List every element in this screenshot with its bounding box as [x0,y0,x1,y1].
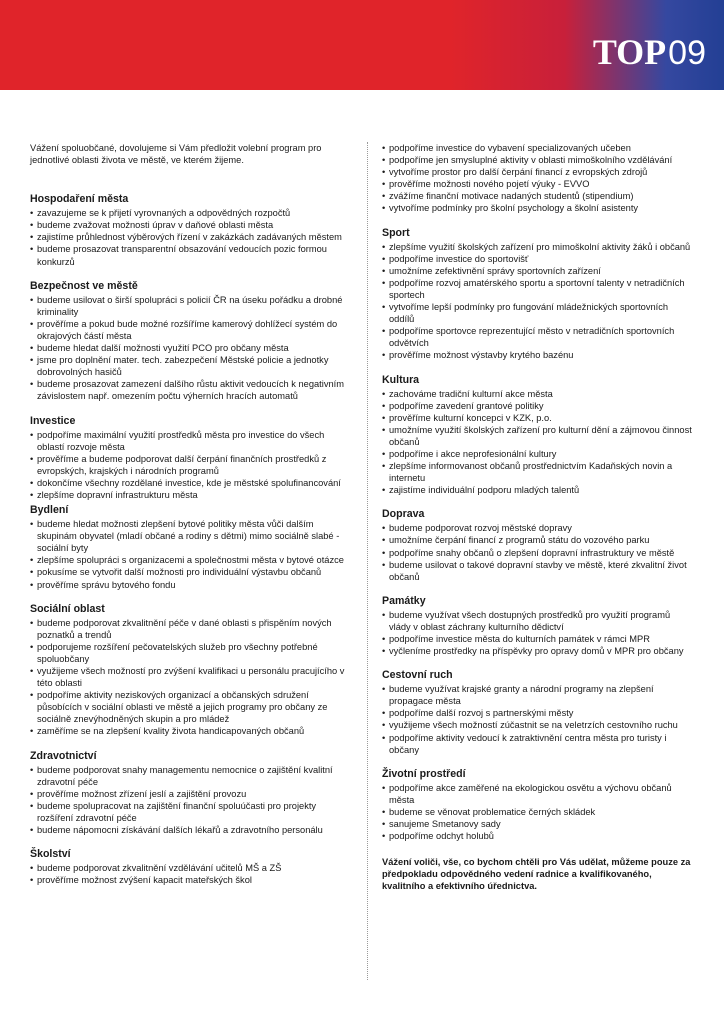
list-item: • dokončíme všechny rozdělané investice, kde je městské spolufinancování [30,477,348,489]
list-item: • budeme hledat další možnosti využití PCO pro občany města [30,342,348,354]
list-item: • prověříme kulturní koncepci v KZK, p.o. [382,412,694,424]
list-item: • zlepšíme využití školských zařízení pro mimoškolní aktivity žáků i občanů [382,241,694,253]
list-item: • umožníme čerpání financí z programů státu do vozového parku [382,534,694,546]
intro-paragraph: Vážení spoluobčané, dovolujeme si Vám předložit volební program pro jednotlivé oblasti života ve městě, ve kterém žijeme. [30,143,322,166]
list-item: • podpoříme zavedení grantové politiky [382,400,694,412]
list-item: • zavazujeme se k přijetí vyrovnaných a odpovědných rozpočtů [30,207,348,219]
section-heading: Bezpečnost ve městě [30,279,138,292]
bullet-list [30,294,348,403]
section-heading: Investice [30,414,76,427]
list-item: • budeme prosazovat zamezení dalšího růstu aktivit vedoucích k negativním závislostem např. omezením počtu výherních hracích automatů [30,378,348,402]
list-item: • využijeme všech možností zúčastnit se na veletrzích cestovního ruchu [382,719,694,731]
section-heading: Doprava [382,508,425,521]
section-pamatky [382,595,694,657]
list-item: • budeme podporovat zkvalitnění péče v dané oblasti s přispěním nových poznatků a trendů [30,617,348,641]
list-item: • podpoříme aktivity neziskových organizací a občanských sdružení působících v sociální oblasti ve městě a jejich programy pro občany ze sociálně znevýhodněných skupin a pro mládež [30,689,348,725]
list-item: • podpoříme investice do vybavení specializovaných učeben [382,142,694,154]
bullet-list [30,862,348,886]
list-item: • zachováme tradiční kulturní akce města [382,388,694,400]
list-item: • budeme hledat možnosti zlepšení bytové politiky města vůči dalším skupinám obyvatel (mladí občané a rodiny s dětmi) mimo sociálně slabé - sociální byty [30,518,348,554]
bullet-list [382,241,694,362]
section-bezpecnost-ve-meste [30,280,348,403]
bullet-list [382,609,694,657]
bullet-list [30,429,348,502]
section-zivotni-prostredi [382,768,694,842]
list-item: • podporujeme rozšíření pečovatelských služeb pro všechny potřebné spoluobčany [30,641,348,665]
list-item: • podpoříme investice do sportovišť [382,253,694,265]
section-heading: Kultura [382,373,420,386]
section-sport [382,227,694,362]
list-item: • budeme využívat všech dostupných prostředků pro využití programů vlády v oblast záchrany kulturního dědictví [382,609,694,633]
bullet-list [382,388,694,497]
section-heading: Školství [30,848,71,861]
list-item: • umožníme zefektivnění správy sportovních zařízení [382,265,694,277]
section-kultura [382,374,694,497]
bullet-list [382,142,694,215]
list-item: • podpoříme sportovce reprezentující město v netradičních sportovních odvětvích [382,325,694,349]
column-divider [367,142,368,980]
list-item: • zvážíme finanční motivace nadaných studentů (stipendium) [382,190,694,202]
section-heading: Zdravotnictví [30,749,97,762]
section-hospodareni-mesta [30,193,348,267]
list-item: • budeme spolupracovat na zajištění finanční spoluúčasti pro projekty rozšíření zdravotní péče [30,800,348,824]
list-item: • prověříme možnosti nového pojetí výuky - EVVO [382,178,694,190]
list-item: • zlepšíme dopravní infrastrukturu města [30,489,348,501]
top09-logo [593,34,706,70]
list-item: • prověříme možnost výstavby krytého bazénu [382,349,694,361]
list-item: • zajistíme průhlednost výběrových řízení v zakázkách zadávaných městem [30,231,348,243]
section-cestovni-ruch [382,669,694,756]
list-item: • prověříme možnost zřízení jeslí a zajištění provozu [30,788,348,800]
section-heading: Bydlení [30,504,69,517]
list-item: • sanujeme Smetanovy sady [382,818,694,830]
bullet-list [382,782,694,842]
list-item: • podpoříme i akce neprofesionální kultury [382,448,694,460]
section-heading: Sociální oblast [30,602,105,615]
list-item: • zajistíme individuální podporu mladých talentů [382,484,694,496]
list-item: • prověříme možnost zvýšení kapacit mateřských škol [30,874,348,886]
bullet-list [30,617,348,738]
bullet-list [382,683,694,756]
list-item: • vytvoříme podmínky pro školní psychology a školní asistenty [382,202,694,214]
logo-top-text: TOP [592,32,667,72]
list-item: • zlepšíme informovanost občanů prostřednictvím Kadaňských novin a internetu [382,460,694,484]
right-column [382,142,694,902]
section-heading: Životní prostředí [382,767,466,780]
list-item: • podpoříme jen smysluplné aktivity v oblasti mimoškolního vzdělávání [382,154,694,166]
bullet-list [382,522,694,582]
section-doprava [382,508,694,582]
bullet-list [30,518,348,591]
section-heading: Hospodaření města [30,193,129,206]
list-item: • pokusíme se vytvořit další možnosti pro individuální výstavbu občanů [30,566,348,578]
list-item: • prověříme a pokud bude možné rozšíříme kamerový dohlížecí systém do okrajových částí města [30,318,348,342]
list-item: • prověříme správu bytového fondu [30,579,348,591]
list-item: • budeme zvažovat možnosti úprav v daňové oblasti města [30,219,348,231]
logo-number-text: 09 [668,34,706,72]
header-banner [0,0,724,90]
list-item: • vytvoříme prostor pro další čerpání financí z evropských zdrojů [382,166,694,178]
section-skolstvi [30,848,348,886]
list-item: • podpoříme akce zaměřené na ekologickou osvětu a výchovu občanů města [382,782,694,806]
section-socialni-oblast [30,603,348,738]
list-item: • podpoříme maximální využití prostředků města pro investice do všech oblastí rozvoje města [30,429,348,453]
section-heading: Památky [382,594,426,607]
list-item: • umožníme využití školských zařízení pro kulturní dění a zájmovou činnost občanů [382,424,694,448]
list-item: • budeme se věnovat problematice černých skládek [382,806,694,818]
list-item: • vyčleníme prostředky na příspěvky pro opravy domů v MPR pro občany [382,645,694,657]
section-heading: Cestovní ruch [382,669,453,682]
list-item: • zaměříme se na zlepšení kvality života handicapovaných občanů [30,725,348,737]
list-item: • jsme pro doplnění mater. tech. zabezpečení Městské policie a jednotky dobrovolných hasičů [30,354,348,378]
list-item: • podpoříme rozvoj amatérského sportu a sportovní talenty v netradičních sportech [382,277,694,301]
list-item: • budeme podporovat rozvoj městské dopravy [382,522,694,534]
bullet-list [30,764,348,837]
list-item: • budeme nápomocni získávání dalších lékařů a zdravotního personálu [30,824,348,836]
list-item: • budeme podporovat snahy managementu nemocnice o zajištění kvalitní zdravotní péče [30,764,348,788]
list-item: • prověříme a budeme podporovat další čerpání finančních prostředků z evropských, krajských i národních programů [30,453,348,477]
list-item: • podpoříme další rozvoj s partnerskými městy [382,707,694,719]
list-item: • vytvoříme lepší podmínky pro fungování mládežnických sportovních oddílů [382,301,694,325]
list-item: • podpoříme investice města do kulturních památek v rámci MPR [382,633,694,645]
list-item: • budeme usilovat o takové dopravní stavby ve městě, které zkvalitní život občanů [382,559,694,583]
list-item: • budeme prosazovat transparentní obsazování vedoucích pozic formou konkurzů [30,243,348,267]
left-column [30,142,348,898]
section-investice [30,415,348,502]
section-heading: Sport [382,226,410,239]
list-item: • podpoříme odchyt holubů [382,830,694,842]
bullet-list [30,207,348,267]
section-right-continued [382,142,694,215]
closing-statement: Vážení voliči, vše, co bychom chtěli pro Vás udělat, můžeme pouze za předpokladu odpovědného vedení radnice a kvalifikovaného, kvalitního a efektivního úřednictva. [382,857,691,892]
list-item: • využijeme všech možností pro zvýšení kvalifikaci u personálu pracujícího v této oblasti [30,665,348,689]
list-item: • budeme podporovat zkvalitnění vzdělávání učitelů MŠ a ZŠ [30,862,348,874]
list-item: • podpoříme snahy občanů o zlepšení dopravní infrastruktury ve městě [382,547,694,559]
list-item: • zlepšíme spolupráci s organizacemi a společnostmi města v bytové otázce [30,554,348,566]
list-item: • budeme využívat krajské granty a národní programy na zlepšení propagace města [382,683,694,707]
list-item: • budeme usilovat o širší spolupráci s policií ČR na úseku pořádku a drobné kriminality [30,294,348,318]
section-bydleni [30,504,348,591]
section-zdravotnictvi [30,750,348,837]
list-item: • podpoříme aktivity vedoucí k zatraktivnění centra města pro turisty i občany [382,732,694,756]
